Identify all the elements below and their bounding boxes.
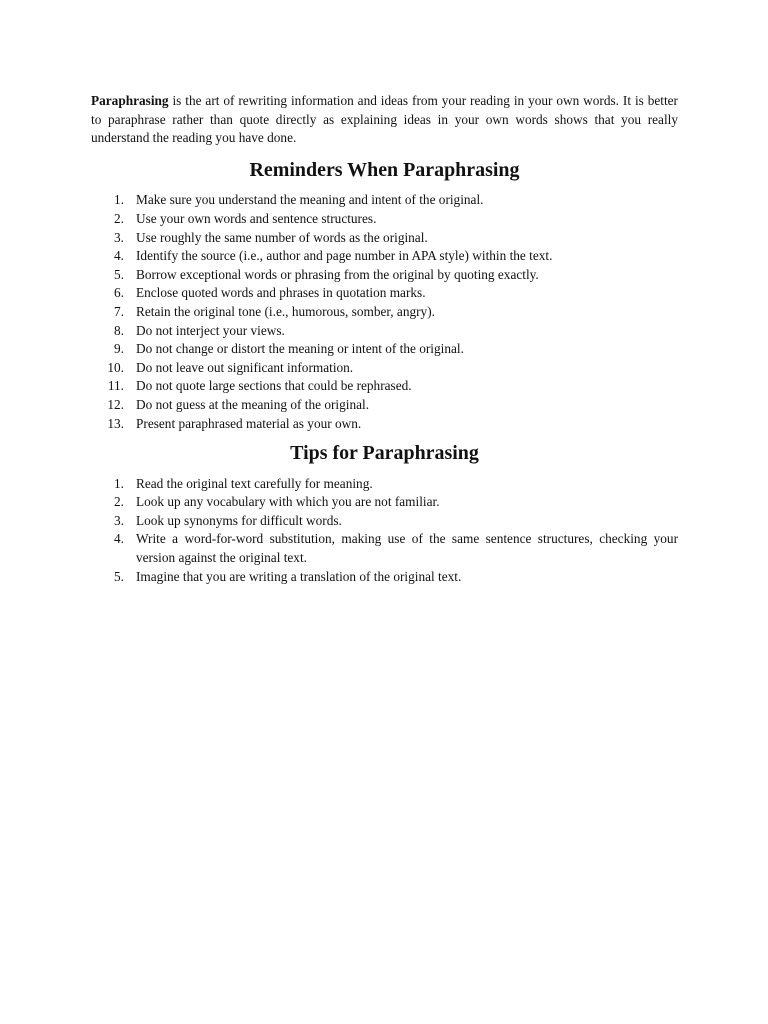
- tip-item: [91, 512, 678, 531]
- list-item-number: 10.: [107, 359, 124, 375]
- reminder-item: [91, 303, 678, 322]
- list-item-text: Do not guess at the meaning of the original.: [136, 396, 370, 412]
- list-item-text: Do not quote large sections that could be rephrased.: [136, 378, 412, 394]
- list-item-number: 5.: [114, 568, 124, 584]
- list-item-text: Enclose quoted words and phrases in quotation marks.: [136, 285, 426, 301]
- list-item-text: Look up any vocabulary with which you are not familiar.: [136, 494, 440, 510]
- reminders-heading: Reminders When Paraphrasing: [249, 158, 520, 181]
- list-item-number: 2.: [114, 494, 124, 510]
- list-item-number: 3.: [114, 229, 124, 245]
- reminder-item: [91, 229, 678, 248]
- list-item-text: Use roughly the same number of words as the original.: [136, 229, 428, 245]
- list-item-text: Look up synonyms for difficult words.: [136, 512, 342, 528]
- reminder-item: [91, 247, 678, 266]
- list-item-number: 6.: [114, 285, 124, 301]
- intro-term: Paraphrasing: [91, 93, 169, 108]
- list-item-text: Imagine that you are writing a translation of the original text.: [136, 568, 462, 584]
- list-item-text: Present paraphrased material as your own.: [136, 415, 362, 431]
- list-item-text: Identify the source (i.e., author and page number in APA style) within the text.: [136, 248, 553, 264]
- list-item-text: Do not interject your views.: [136, 322, 285, 338]
- reminder-item: [91, 415, 678, 434]
- list-item-number: 12.: [107, 396, 124, 412]
- list-item-text: Do not change or distort the meaning or intent of the original.: [136, 341, 464, 357]
- list-item-number: 13.: [107, 415, 124, 431]
- reminder-item: [91, 359, 678, 378]
- tips-heading: Tips for Paraphrasing: [290, 442, 479, 465]
- reminder-item: [91, 322, 678, 341]
- tip-item: [91, 475, 678, 494]
- intro-text: is the art of rewriting information and ideas from your reading in your own words. It is better to paraphrase rather than quote directly as explaining ideas in your own words shows that you really understand the reading you have done.: [91, 93, 678, 146]
- document-page: [91, 92, 678, 586]
- list-item-text: Read the original text carefully for meaning.: [136, 475, 373, 491]
- list-item-number: 4.: [114, 248, 124, 264]
- reminder-item: [91, 340, 678, 359]
- reminder-item: [91, 266, 678, 285]
- reminder-item: [91, 284, 678, 303]
- list-item-number: 3.: [114, 512, 124, 528]
- list-item-text: Use your own words and sentence structures.: [136, 210, 377, 226]
- tip-item: [91, 530, 678, 567]
- list-item-number: 4.: [114, 531, 124, 547]
- intro-paragraph: [91, 92, 678, 148]
- list-item-number: 9.: [114, 341, 124, 357]
- reminders-list: [91, 191, 678, 433]
- list-item-text: Make sure you understand the meaning and intent of the original.: [136, 192, 484, 208]
- list-item-number: 1.: [114, 192, 124, 208]
- list-item-number: 11.: [107, 378, 124, 394]
- list-item-text: Do not leave out significant information.: [136, 359, 354, 375]
- reminder-item: [91, 210, 678, 229]
- list-item-number: 8.: [114, 322, 124, 338]
- reminder-item: [91, 191, 678, 210]
- list-item-number: 5.: [114, 266, 124, 282]
- tip-item: [91, 493, 678, 512]
- reminder-item: [91, 396, 678, 415]
- list-item-number: 7.: [114, 303, 124, 319]
- list-item-number: 2.: [114, 210, 124, 226]
- list-item-text: Retain the original tone (i.e., humorous, somber, angry).: [136, 303, 435, 319]
- tip-item: [91, 568, 678, 587]
- list-item-number: 1.: [114, 475, 124, 491]
- list-item-text: Write a word-for-word substitution, making use of the same sentence structures, checking your version against the original text.: [136, 531, 678, 566]
- reminder-item: [91, 377, 678, 396]
- list-item-text: Borrow exceptional words or phrasing from the original by quoting exactly.: [136, 266, 539, 282]
- tips-list: [91, 475, 678, 587]
